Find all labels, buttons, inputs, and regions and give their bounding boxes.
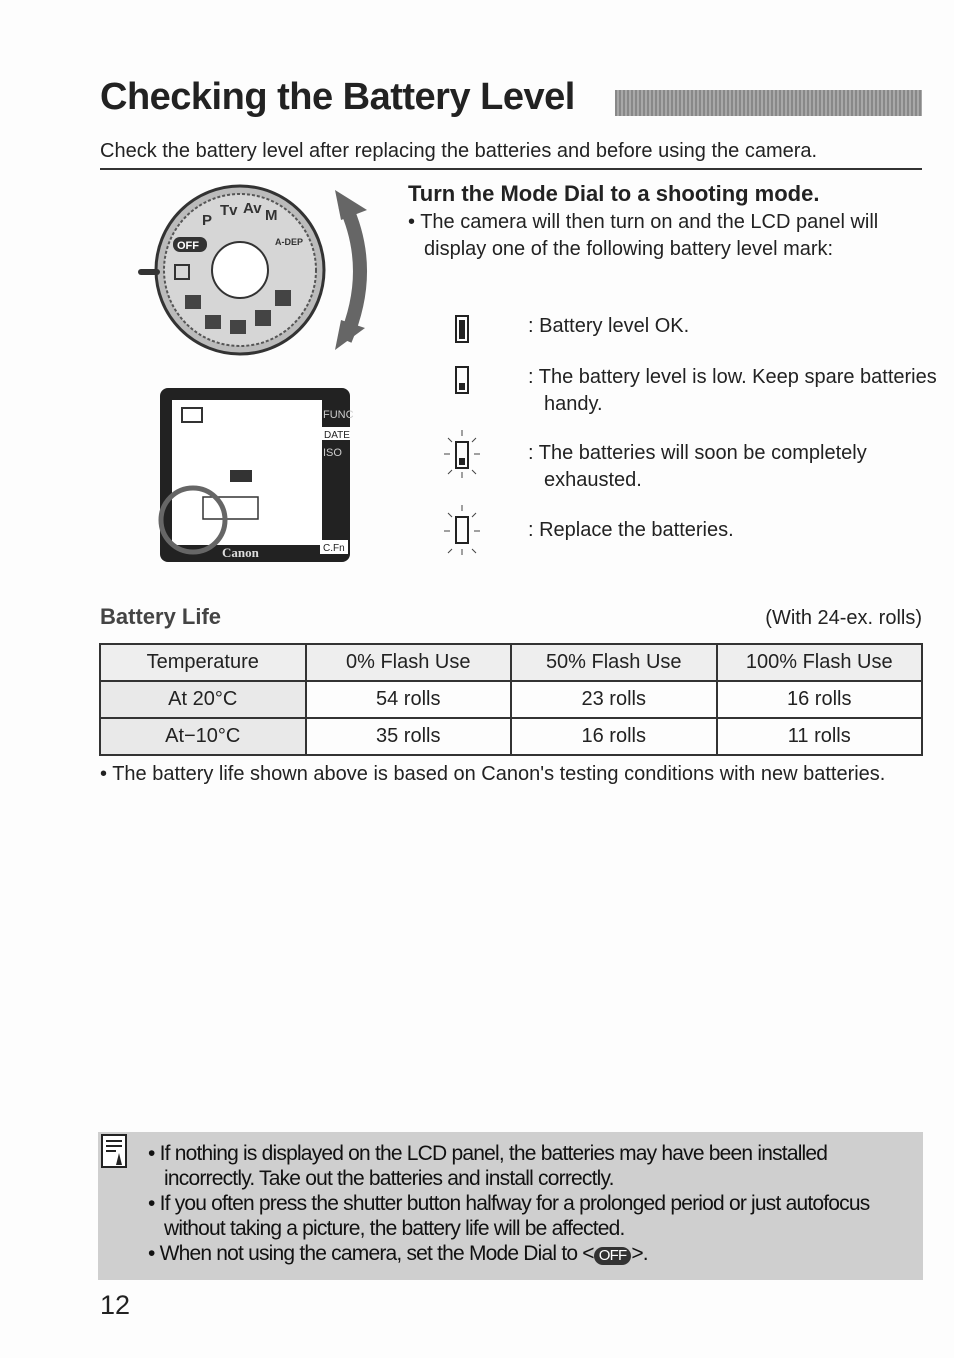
step-bullet: • The camera will then turn on and the LCD panel will display one of the following battery level mark: (408, 211, 879, 260)
svg-text:Tv: Tv (220, 202, 238, 219)
column-header: 50% Flash Use (511, 644, 717, 681)
note-item: • If you often press the shutter button halfway for a prolonged period or just autofocus without taking a picture, the battery life will be affected. (148, 1192, 870, 1240)
battery-blinking-empty-icon (440, 505, 484, 565)
memo-icon (100, 1133, 128, 1169)
table-cell: At 20°C (100, 681, 306, 718)
svg-text:A-DEP: A-DEP (275, 237, 304, 247)
title-decoration-bar (615, 90, 922, 116)
svg-text:ISO: ISO (323, 447, 342, 459)
note-item (148, 1241, 908, 1266)
mode-dial-icon (138, 186, 324, 354)
battery-blinking-low-icon (440, 430, 484, 490)
table-cell: 16 rolls (511, 718, 717, 755)
column-header: Temperature (100, 644, 306, 681)
svg-text:Canon: Canon (222, 545, 259, 560)
battery-life-heading: Battery Life (100, 604, 222, 629)
footnote: • The battery life shown above is based on Canon's testing conditions with new batteries. (100, 763, 886, 785)
battery-life-note: (With 24-ex. rolls) (765, 607, 922, 629)
intro-text: Check the battery level after replacing the batteries and before using the camera. (100, 140, 818, 162)
table-cell: 11 rolls (717, 718, 923, 755)
svg-text:C.Fn: C.Fn (323, 543, 345, 554)
table-cell: 35 rolls (306, 718, 512, 755)
column-header: 100% Flash Use (717, 644, 923, 681)
off-mode-badge: OFF (594, 1247, 632, 1265)
svg-text:P: P (202, 212, 213, 229)
camera-illustration (135, 180, 375, 570)
svg-text:M: M (265, 207, 278, 224)
table-cell: At−10°C (100, 718, 306, 755)
step-heading: Turn the Mode Dial to a shooting mode. (408, 181, 820, 206)
table-cell: 54 rolls (306, 681, 512, 718)
svg-text:OFF: OFF (177, 240, 199, 252)
battery-life-table (99, 643, 923, 756)
table-row (100, 681, 922, 718)
lcd-panel-icon (160, 388, 354, 562)
svg-text:FUNC: FUNC (323, 409, 354, 421)
table-cell: 23 rolls (511, 681, 717, 718)
column-header: 0% Flash Use (306, 644, 512, 681)
divider (100, 168, 922, 170)
table-header-row (100, 644, 922, 681)
notes (148, 1141, 908, 1266)
battery-low-icon (440, 364, 484, 408)
note-text: >. (631, 1242, 648, 1265)
note-item: • If nothing is displayed on the LCD panel, the batteries may have been installed incorrectly. Take out the batteries and install correctly. (148, 1142, 828, 1190)
page-number: 12 (100, 1290, 131, 1320)
table-row (100, 718, 922, 755)
rotate-arrow-icon (335, 190, 367, 350)
page-title: Checking the Battery Level (100, 76, 575, 118)
svg-text:Av: Av (243, 200, 262, 217)
battery-full-icon (440, 313, 484, 357)
manual-page: Checking the Battery Level Check the battery level after replacing the batteries and before using the camera. P Tv Av M A-DEP OFF FUNC DATE ISO Canon C.Fn Turn the Mode Dial to a shooting mode. • The camera will then turn on and the LCD panel will display one of the following battery level mark: : Battery level OK. : The battery level is low. Keep spare batteries handy. : The batteries will soon be completely exhausted. : Replace the batteries. Battery Life (With 24-ex. rolls) Temperature 0% Flash Use 50% Flash Use 100% Flash Use At 20°C 54 rolls 23 rolls 16 rolls At−10°C 35 rolls 16 rolls 11 rolls • The battery life shown above is based on Canon's testing conditions with new batteries. • If nothing is displayed on the LCD panel, the batteries may have been installed incorrectly. Take out the batteries and install correctly. • If you often press the shutter button halfway for a prolonged period or just autofocus without taking a picture, the battery life will be affected. • When not using the camera, set the Mode Dial to < OFF >. 12 (0, 0, 954, 1358)
svg-text:DATE: DATE (324, 430, 350, 441)
table-cell: 16 rolls (717, 681, 923, 718)
note-text: • When not using the camera, set the Mode Dial to < (148, 1242, 594, 1265)
